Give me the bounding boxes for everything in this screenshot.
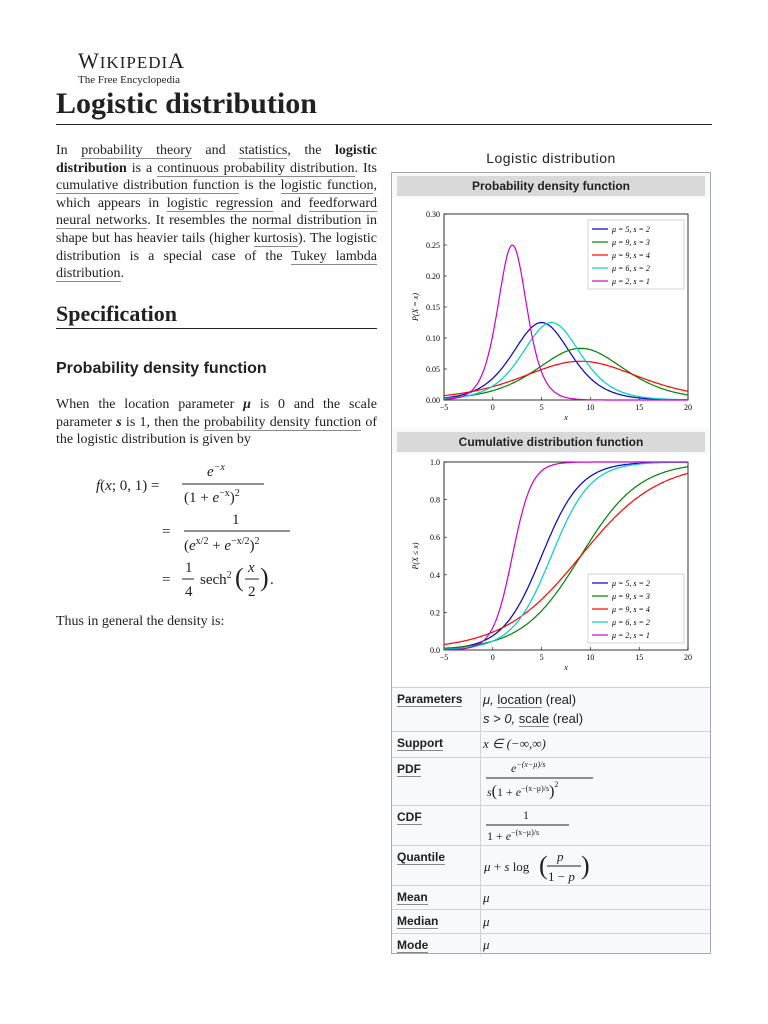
infobox-title: Logistic distribution <box>486 150 616 166</box>
link-probability-density-function[interactable]: probability density function <box>204 414 362 430</box>
x-tick-label: 0 <box>490 653 495 662</box>
x-tick-label: −5 <box>439 403 449 412</box>
link-scale[interactable]: scale <box>518 711 550 726</box>
median-label: Median <box>397 914 439 928</box>
y-tick-label: 0.25 <box>426 241 440 250</box>
infobox-row-mean <box>392 885 710 910</box>
page-title: Logistic distribution <box>56 87 317 120</box>
svg-text:f(x; 0, 1) =: f(x; 0, 1) = <box>96 478 160 494</box>
x-axis-label: x <box>564 413 568 422</box>
svg-text:e−(x−μ)/s: $e^{-(x-\mu)/s}$ <box>511 760 546 775</box>
infobox <box>391 172 711 954</box>
cdf-chart-header: Cumulative distribution function <box>397 432 705 452</box>
link-logistic-regression[interactable]: logistic regression <box>166 195 274 211</box>
svg-text:(ex/2 + e−x/2)2: $(e^{x/2} + e^{-x/2})^2$ <box>184 536 260 554</box>
y-tick-label: 0.15 <box>426 303 440 312</box>
svg-text:s(1 + e−(x−μ)/s)2: $s(1 + e^{-(x-\mu)/s})^2$ <box>487 780 559 800</box>
link-continuous-probability-distribution[interactable]: continuous probability distribution <box>157 160 355 176</box>
svg-text:4: 4 <box>185 584 193 600</box>
link-probability-theory[interactable]: probability theory <box>81 143 192 158</box>
parameters-value: μ, location (real) s > 0, scale (real) <box>480 688 709 732</box>
link-kurtosis[interactable]: kurtosis <box>253 230 298 246</box>
y-tick-label: 0.00 <box>426 396 440 405</box>
x-tick-label: 10 <box>586 653 595 662</box>
link-cumulative-distribution-function[interactable]: cumulative distribution function <box>56 178 240 194</box>
infobox-row-mode <box>392 933 710 955</box>
svg-text:μ + s log: μ + s log <box>484 859 530 874</box>
svg-text:p: p <box>557 849 564 864</box>
infobox-row-cdf <box>392 805 710 846</box>
link-tukey-lambda-distribution[interactable]: Tukey lambda distribution <box>56 248 377 282</box>
y-tick-label: 0.30 <box>426 210 440 219</box>
cdf-chart[interactable] <box>392 454 710 686</box>
svg-text:(: ( <box>539 851 548 880</box>
legend-label: μ = 9, s = 3 <box>612 592 650 601</box>
general-density-intro: Thus in general the density is: <box>56 614 225 629</box>
x-tick-label: 20 <box>684 403 692 412</box>
legend-label: μ = 9, s = 3 <box>612 238 650 247</box>
svg-text:1 − p: 1 − p <box>548 869 575 884</box>
svg-text:(: ( <box>235 563 244 592</box>
mode-value: μ <box>480 934 709 955</box>
link-normal-distribution[interactable]: normal distribution <box>252 213 362 229</box>
link-location[interactable]: location <box>497 692 543 707</box>
y-tick-label: 0.6 <box>430 533 440 543</box>
x-tick-label: 0 <box>490 403 495 412</box>
pdf-label: PDF <box>397 762 421 776</box>
svg-text:.: . <box>270 572 274 588</box>
svg-text:1: 1 <box>523 808 529 822</box>
y-tick-label: 1.0 <box>430 458 440 467</box>
infobox-row-parameters <box>392 687 710 732</box>
legend-label: μ = 9, s = 4 <box>612 605 650 614</box>
y-tick-label: 0.0 <box>430 646 440 655</box>
infobox-row-support <box>392 731 710 758</box>
x-tick-label: 5 <box>539 403 544 412</box>
x-axis-label: x <box>564 663 568 672</box>
y-tick-label: 0.8 <box>430 495 440 505</box>
legend-label: μ = 5, s = 2 <box>612 225 650 234</box>
link-logistic-function[interactable]: logistic function <box>280 178 374 194</box>
svg-text:1: 1 <box>232 512 240 528</box>
legend-label: μ = 2, s = 1 <box>612 277 650 286</box>
y-tick-label: 0.2 <box>430 608 440 618</box>
svg-text:2: 2 <box>248 584 256 600</box>
svg-text:): ) <box>581 851 590 880</box>
mean-value: μ <box>480 886 709 910</box>
pdf-chart[interactable] <box>392 198 710 428</box>
x-tick-label: 10 <box>586 403 595 412</box>
pdf-chart-header: Probability density function <box>397 176 705 196</box>
y-tick-label: 0.10 <box>426 334 440 343</box>
y-tick-label: 0.4 <box>430 570 440 580</box>
support-label: Support <box>397 736 443 750</box>
intro-paragraph: In probability theory and statistics, the logistic distribution is a continuous probability distribution. Its cumulative distribution function is the logistic function, which appears in logistic regression and feedforward neural networks. It resembles the normal distribution in shape but has heavier tails (higher kurtosis). The logistic distribution is a special case of the Tukey lambda distribution. <box>56 143 378 282</box>
x-tick-label: 15 <box>635 403 644 412</box>
pdf-chart-container <box>392 198 710 428</box>
title-divider <box>56 124 712 125</box>
quantile-label: Quantile <box>397 850 446 864</box>
support-value: x ∈ (−∞,∞) <box>480 732 709 758</box>
wikipedia-tagline: The Free Encyclopedia <box>78 74 181 86</box>
link-statistics[interactable]: statistics <box>239 143 288 158</box>
mode-label: Mode <box>397 938 429 952</box>
pdf-formula-svg <box>481 758 709 806</box>
cdf-label: CDF <box>397 810 422 824</box>
y-tick-label: 0.20 <box>426 272 440 281</box>
y-tick-label: 0.05 <box>426 365 440 374</box>
section-heading-specification: Specification <box>56 301 177 326</box>
link-feedforward-neural-networks[interactable]: feedforward neural networks <box>56 195 377 229</box>
wikipedia-logo[interactable] <box>78 50 185 87</box>
svg-text:sech2: sech$^2$ <box>200 570 232 588</box>
mean-label: Mean <box>397 890 428 904</box>
parameters-label: Parameters <box>397 692 463 706</box>
infobox-row-quantile <box>392 845 710 886</box>
legend-label: μ = 9, s = 4 <box>612 251 650 260</box>
svg-text:): ) <box>260 563 269 592</box>
svg-text:(1 + e−x)2: $(1 + e^{-x})^2$ <box>184 488 240 506</box>
x-tick-label: −5 <box>439 653 449 662</box>
section-divider <box>56 328 377 329</box>
standard-logistic-pdf-equation <box>92 460 372 610</box>
quantile-formula <box>480 846 709 886</box>
cdf-formula <box>480 806 709 846</box>
quantile-formula-svg <box>481 846 709 886</box>
x-tick-label: 5 <box>539 653 544 662</box>
y-axis-label: P(X ≤ x) <box>411 542 420 570</box>
cdf-chart-container <box>392 454 710 686</box>
legend-label: μ = 2, s = 1 <box>612 631 650 640</box>
svg-text:=: = <box>162 572 171 588</box>
y-axis-label: P(X = x) <box>411 292 420 322</box>
median-value: μ <box>480 910 709 934</box>
subsection-heading-pdf: Probability density function <box>56 360 267 377</box>
pdf-formula <box>480 758 709 806</box>
infobox-row-pdf <box>392 757 710 806</box>
legend-label: μ = 5, s = 2 <box>612 579 650 588</box>
legend-label: μ = 6, s = 2 <box>612 264 650 273</box>
svg-text:1 + e−(x−μ)/s: $1 + e^{-(x-\mu)/s}$ <box>487 828 540 843</box>
pdf-paragraph: When the location parameter μ is 0 and the scale parameter s is 1, then the probability density function of the logistic distribution is given by <box>56 397 377 448</box>
x-tick-label: 15 <box>635 653 644 662</box>
svg-text:e−x: $e^{-x}$ <box>207 462 225 480</box>
cdf-formula-svg <box>481 806 709 846</box>
wikipedia-wordmark: WIKIPEDIA <box>78 48 186 73</box>
svg-text:=: = <box>162 524 171 540</box>
legend-label: μ = 6, s = 2 <box>612 618 650 627</box>
infobox-row-median <box>392 909 710 934</box>
svg-text:1: 1 <box>185 560 193 576</box>
x-tick-label: 20 <box>684 653 692 662</box>
svg-text:x: x <box>248 560 255 576</box>
